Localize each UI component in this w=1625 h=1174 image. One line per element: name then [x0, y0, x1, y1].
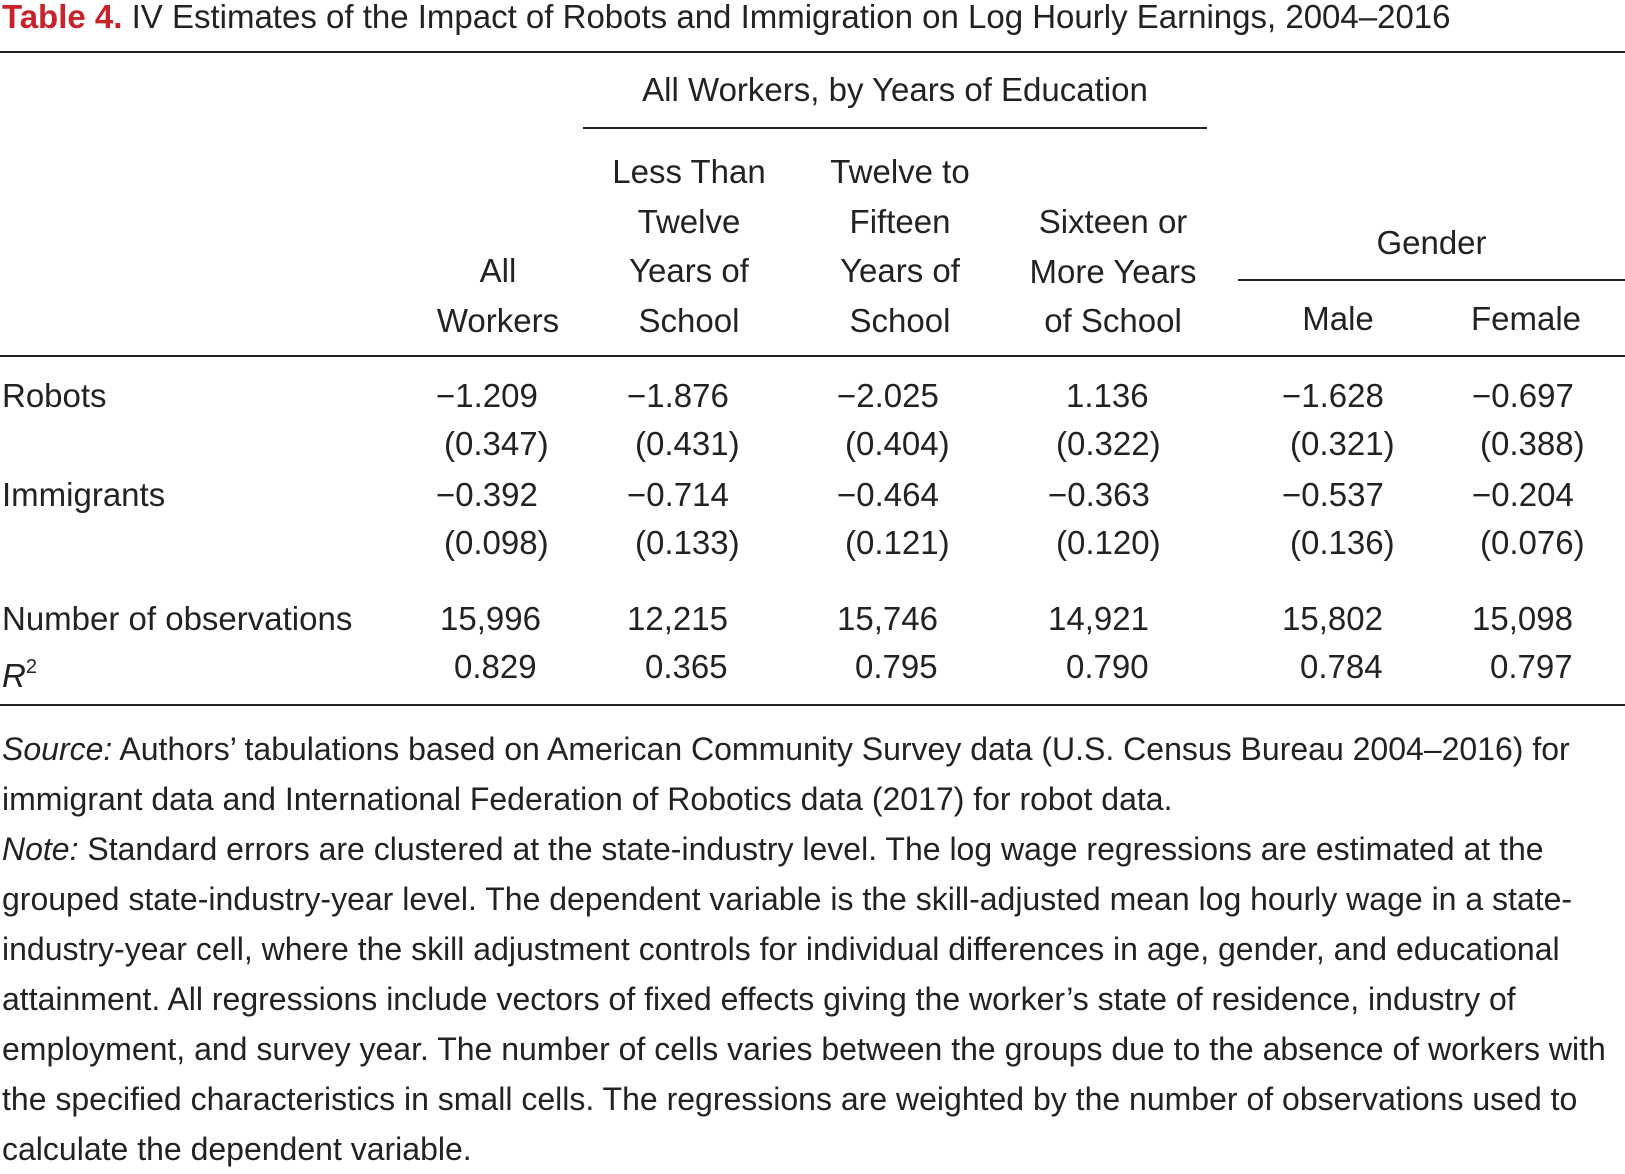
table-cell: (0.322)	[1056, 425, 1161, 462]
table-cell: (0.136)	[1290, 524, 1395, 561]
general-note	[2, 824, 1622, 1174]
table-cell: (0.431)	[635, 425, 740, 462]
education-group-rule	[583, 127, 1207, 129]
source-note	[2, 724, 1622, 824]
table-cell: 0.784	[1300, 648, 1383, 685]
note-text: Standard errors are clustered at the state-industry level. The log wage regressions are estimated at the grouped state-industry-year level. The dependent variable is the skill-adjusted mean log hourly wage in a state-industry-year cell, where the skill adjustment controls for individual differences in age, gender, and educational attainment. All regressions include vectors of fixed effects giving the worker’s state of residence, industry of employment, and survey year. The number of cells varies between the groups due to the absence of workers with the specified characteristics in small cells. The regressions are weighted by the number of observations used to calculate the dependent variable.	[2, 831, 1606, 1167]
table-cell: −2.025	[837, 377, 939, 414]
table-cell: 0.365	[645, 648, 728, 685]
table-title	[2, 0, 1451, 34]
bottom-rule	[0, 704, 1625, 706]
source-label: Source:	[2, 731, 113, 767]
table-cell: −1.628	[1282, 377, 1384, 414]
table-cell: −0.714	[627, 476, 729, 513]
table-cell: 1.136	[1066, 377, 1149, 414]
table-cell: −0.537	[1282, 476, 1384, 513]
header-rule	[0, 355, 1625, 357]
table-cell: −0.697	[1472, 377, 1574, 414]
column-header-sixteen-or-more: Sixteen or More Years of School	[1029, 203, 1197, 339]
table-notes	[2, 724, 1622, 1174]
gender-group-rule	[1238, 279, 1625, 281]
column-header-all-workers: All Workers	[436, 252, 560, 339]
r-squared-symbol: R	[2, 657, 26, 694]
table-cell: 0.790	[1066, 648, 1149, 685]
note-label: Note:	[2, 831, 79, 867]
table-cell: 0.795	[855, 648, 938, 685]
table-cell: (0.347)	[444, 425, 549, 462]
table-title-text: IV Estimates of the Impact of Robots and Immigration on Log Hourly Earnings, 2004–2016	[131, 0, 1451, 35]
table-cell: (0.133)	[635, 524, 740, 561]
row-label	[2, 648, 37, 695]
table-cell: −1.876	[627, 377, 729, 414]
education-group-header: All Workers, by Years of Education	[642, 71, 1148, 108]
table-cell: −0.363	[1048, 476, 1150, 513]
table-cell: 0.829	[454, 648, 537, 685]
table-cell: (0.388)	[1480, 425, 1585, 462]
table-cell: −0.464	[837, 476, 939, 513]
table-cell: 12,215	[627, 600, 728, 637]
table-cell: (0.404)	[845, 425, 950, 462]
gender-group-header: Gender	[1376, 224, 1487, 261]
table-cell: (0.076)	[1480, 524, 1585, 561]
column-header-female: Female	[1470, 300, 1582, 337]
row-label: Robots	[2, 377, 107, 414]
column-header-male: Male	[1302, 300, 1374, 337]
table-cell: 0.797	[1490, 648, 1573, 685]
table-cell: 15,802	[1282, 600, 1383, 637]
table-label: Table 4.	[2, 0, 123, 35]
column-header-twelve-to-fifteen: Twelve to Fifteen Years of School	[830, 153, 970, 339]
table-cell: (0.098)	[444, 524, 549, 561]
column-header-less-than-twelve: Less Than Twelve Years of School	[612, 153, 766, 339]
table-cell: 14,921	[1048, 600, 1149, 637]
table-cell: 15,996	[440, 600, 541, 637]
row-label: Immigrants	[2, 476, 166, 513]
source-text: Authors’ tabulations based on American Community Survey data (U.S. Census Bureau 2004–2016) for immigrant data and International Federation of Robotics data (2017) for robot data.	[2, 731, 1570, 817]
table-cell: (0.321)	[1290, 425, 1395, 462]
table-cell: 15,098	[1472, 600, 1573, 637]
table-cell: 15,746	[837, 600, 938, 637]
table-cell: −0.204	[1472, 476, 1574, 513]
r-squared-exponent: 2	[25, 656, 37, 678]
table-cell: (0.121)	[845, 524, 950, 561]
table-cell: −1.209	[436, 377, 538, 414]
top-rule	[0, 51, 1625, 53]
table-cell: −0.392	[436, 476, 538, 513]
table-cell: (0.120)	[1056, 524, 1161, 561]
row-label: Number of observations	[2, 600, 353, 637]
